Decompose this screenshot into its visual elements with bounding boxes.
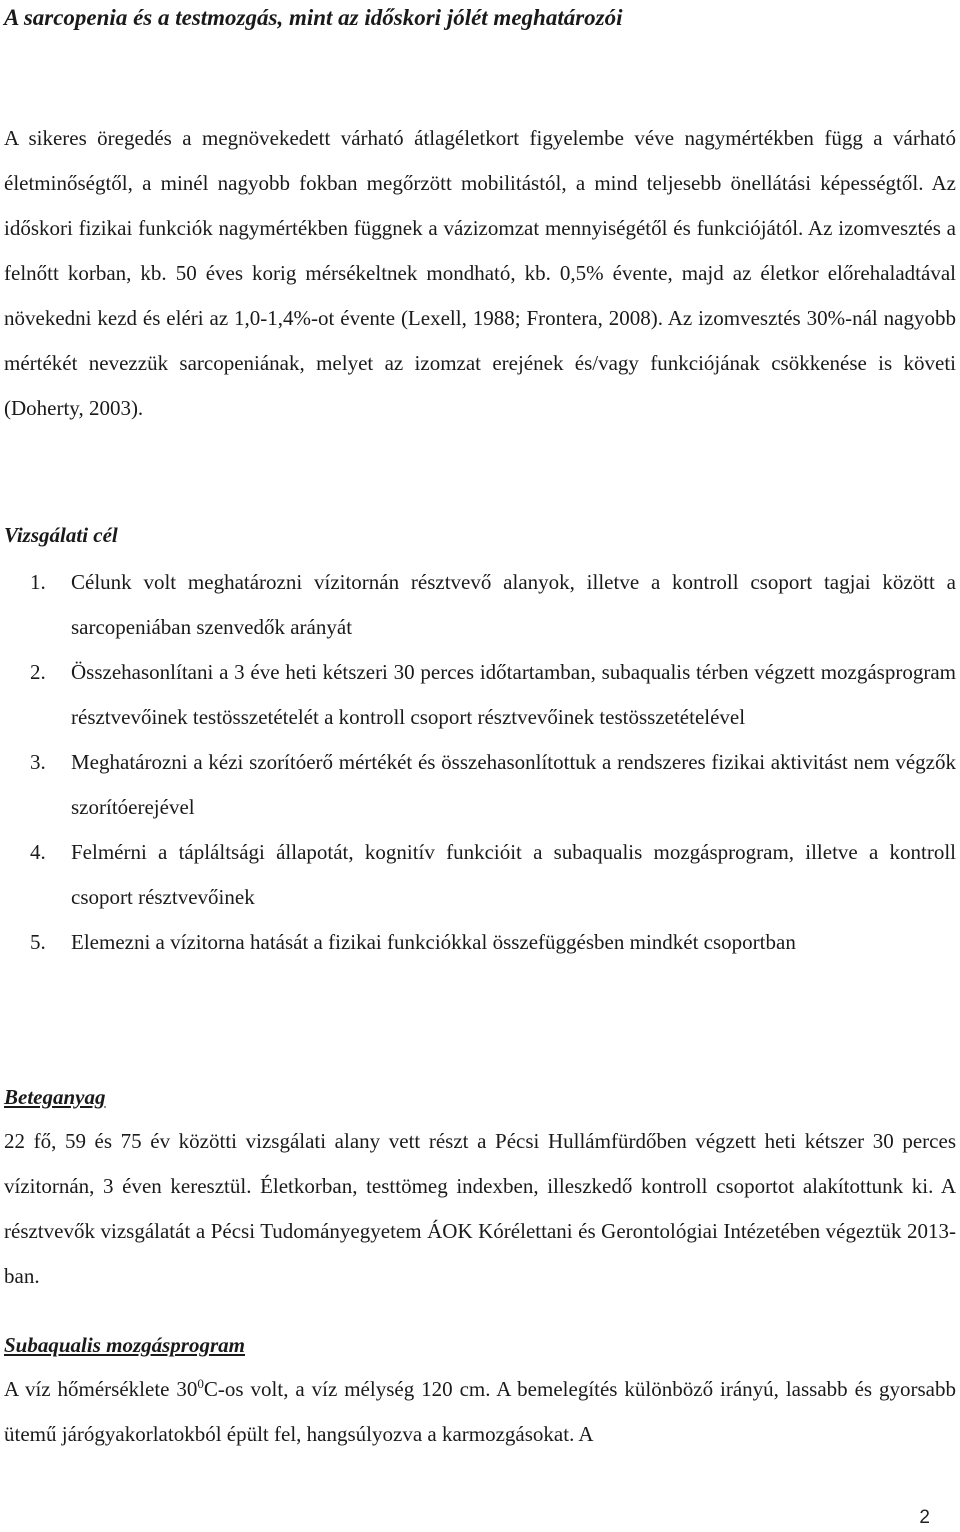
list-item (4, 830, 956, 920)
list-item (4, 650, 956, 740)
program-text-end: C-os volt, a víz mélység 120 cm. A bemelegítés különböző irányú, lassabb és gyorsabb ütemű járógyakorlatokból épült fel, hangsúlyozva a karmozgásokat. A (4, 1377, 956, 1446)
materials-heading: Beteganyag (4, 1085, 106, 1109)
list-number: 5. (30, 930, 46, 954)
list-item-text: Összehasonlítani a 3 éve heti kétszeri 30 perces időtartamban, subaqualis térben végzett mozgásprogram résztvevőinek testösszetételét a kontroll csoport résztvevőinek testösszetételével (71, 660, 956, 729)
intro-paragraph: A sikeres öregedés a megnövekedett várható átlagéletkort figyelembe véve nagymértékben függ a várható életminőségtől, a minél nagyobb fokban megőrzött mobilitástól, a mind teljesebb önellátási képességtől. Az időskori fizikai funkciók nagymértékben függnek a vázizomzat mennyiségétől és funkciójától. Az izomvesztés a felnőtt korban, kb. 50 éves korig mérsékeltnek mondható, kb. 0,5% évente, majd az életkor előrehaladtával növekedni kezd és eléri az 1,0-1,4%-ot évente (Lexell, 1988; Frontera, 2008). Az izomvesztés 30%-nál nagyobb mértékét nevezzük sarcopeniának, melyet az izomzat erejének és/vagy funkciójának csökkenése is követi (Doherty, 2003). (4, 126, 956, 420)
list-number: 1. (30, 570, 46, 594)
materials-paragraph: 22 fő, 59 és 75 év közötti vizsgálati alany vett részt a Pécsi Hullámfürdőben végzett heti kétszer 30 perces vízitornán, 3 éven keresztül. Életkorban, testtömeg indexben, illeszkedő kontroll csoportot alakítottunk ki. A résztvevők vizsgálatát a Pécsi Tudományegyetem ÁOK Kórélettani és Gerontológiai Intézetében végeztük 2013-ban. (4, 1129, 956, 1288)
list-item-text: Meghatározni a kézi szorítóerő mértékét és összehasonlítottuk a rendszeres fizikai aktivitást nem végzők szorítóerejével (71, 750, 956, 819)
program-text-start: A víz hőmérséklete 30 (4, 1377, 198, 1401)
list-number: 2. (30, 660, 46, 684)
list-number: 3. (30, 750, 46, 774)
document-title: A sarcopenia és a testmozgás, mint az időskori jólét meghatározói (4, 5, 623, 30)
list-item-text: Felmérni a tápláltsági állapotát, kognitív funkcióit a subaqualis mozgásprogram, illetve a kontroll csoport résztvevőinek (71, 840, 956, 909)
list-item (4, 740, 956, 830)
list-item-text: Célunk volt meghatározni vízitornán résztvevő alanyok, illetve a kontroll csoport tagjai között a sarcopeniában szenvedők arányát (71, 570, 956, 639)
program-paragraph (4, 1367, 956, 1457)
list-number: 4. (30, 840, 46, 864)
list-item (4, 920, 956, 965)
list-item-text: Elemezni a vízitorna hatását a fizikai funkciókkal összefüggésben mindkét csoportban (71, 930, 796, 954)
degree-superscript: 0 (197, 1376, 204, 1391)
aims-list (4, 560, 956, 965)
aims-heading: Vizsgálati cél (4, 523, 118, 547)
page-number: 2 (919, 1507, 930, 1528)
list-item (4, 560, 956, 650)
program-heading: Subaqualis mozgásprogram (4, 1333, 245, 1357)
